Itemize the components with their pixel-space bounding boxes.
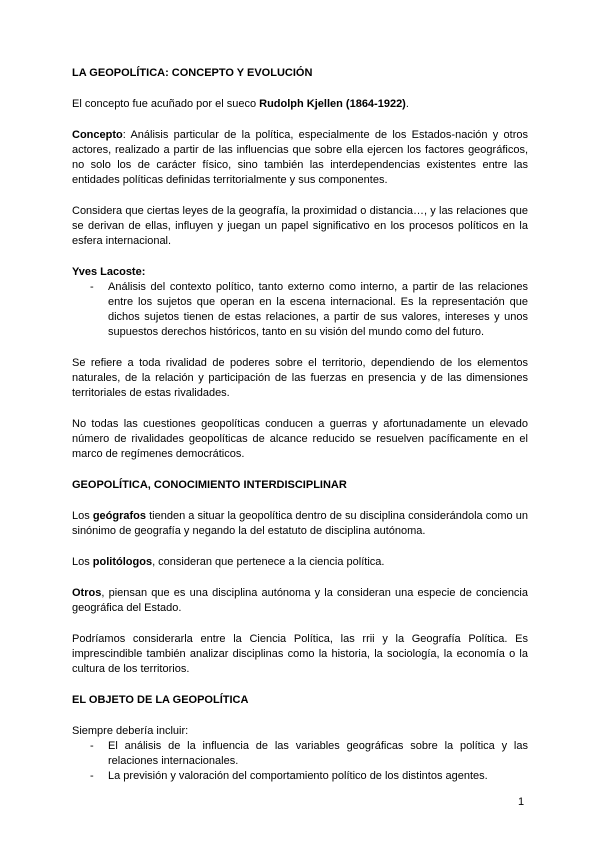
no-todas-paragraph: No todas las cuestiones geopolíticas conducen a guerras y afortunadamente un elevado número de rivalidades geopolíticas de alcance reducido se resuelven pacíficamente en el marco de regímenes democráticos. xyxy=(72,418,528,460)
dash-bullet: - xyxy=(90,770,94,782)
list-item xyxy=(72,739,528,769)
list-item xyxy=(72,769,528,784)
dash-bullet: - xyxy=(90,740,94,752)
lacoste-list xyxy=(72,280,528,340)
geografos-paragraph xyxy=(72,509,528,539)
dash-bullet: - xyxy=(90,281,94,293)
geografos-bold: geógrafos xyxy=(92,510,147,522)
geografos-text: tienden a situar la geopolítica dentro de su disciplina considerándola como un sinónimo de geografía y negando la del estatuto de disciplina autónoma. xyxy=(72,510,528,537)
intro-paragraph xyxy=(72,97,528,112)
lacoste-label: Yves Lacoste: xyxy=(72,266,146,278)
author-name: Rudolph Kjellen (1864-1922) xyxy=(259,98,406,110)
podriamos-paragraph: Podríamos considerarla entre la Ciencia Política, las rrii y la Geografía Política. Es imprescindible también analizar disciplinas como la historia, la sociología, la economía o la cultura de los territorios. xyxy=(72,633,528,675)
page-number: 1 xyxy=(518,796,525,808)
intro-end: . xyxy=(405,98,409,110)
geografos-pre: Los xyxy=(72,510,93,522)
politologos-paragraph xyxy=(72,555,528,570)
rivalidad-paragraph: Se refiere a toda rivalidad de poderes sobre el territorio, dependiendo de los elementos naturales, de la relación y participación de las fuerzas en presencia y de las dimensiones territoriales de estas rivalidades. xyxy=(72,357,528,399)
concepto-paragraph xyxy=(72,128,528,188)
section-heading-interdisciplinar: GEOPOLÍTICA, CONOCIMIENTO INTERDISCIPLINAR xyxy=(72,479,347,491)
concepto-text: : Análisis particular de la política, especialmente de los Estados-nación y otros actores, realizado a partir de las influencias que sobre ella ejercen los factores geográficos, no solo los de carácter físico, sino también las interdependencias existentes entre las entidades políticas definidas territorialmente y sus componentes. xyxy=(72,129,528,186)
otros-paragraph xyxy=(72,586,528,616)
politologos-pre: Los xyxy=(72,556,93,568)
list-item xyxy=(72,280,528,340)
politologos-bold: politólogos xyxy=(92,556,153,568)
objeto-intro: Siempre debería incluir: xyxy=(72,725,189,737)
otros-bold: Otros xyxy=(72,587,102,599)
objeto-list xyxy=(72,739,528,784)
otros-text: , piensan que es una disciplina autónoma y la consideran una especie de conciencia geográfica del Estado. xyxy=(72,587,528,614)
politologos-text: , consideran que pertenece a la ciencia política. xyxy=(152,556,385,568)
section-heading-objeto: EL OBJETO DE LA GEOPOLÍTICA xyxy=(72,694,249,706)
objeto-item-text: La previsión y valoración del comportamiento político de los distintos agentes. xyxy=(108,770,488,782)
concepto-label: Concepto xyxy=(72,129,123,141)
lacoste-bullet-text: Análisis del contexto político, tanto externo como interno, a partir de las relaciones entre los sujetos que operan en la escena internacional. Es la representación que dichos sujetos tienen de estas relaciones, a partir de sus valores, intereses y unos supuestos derechos históricos, tanto en su visión del mundo como del futuro. xyxy=(108,281,528,338)
objeto-item-text: El análisis de la influencia de las variables geográficas sobre la política y las relaciones internacionales. xyxy=(108,740,528,767)
considera-paragraph: Considera que ciertas leyes de la geografía, la proximidad o distancia…, y las relaciones que se derivan de ellas, influyen y juegan un papel significativo en los procesos políticos en la esfera internacional. xyxy=(72,205,528,247)
document-page xyxy=(72,66,528,800)
section-heading-concepto-evolucion: LA GEOPOLÍTICA: CONCEPTO Y EVOLUCIÓN xyxy=(72,67,313,79)
intro-text: El concepto fue acuñado por el sueco xyxy=(72,98,260,110)
